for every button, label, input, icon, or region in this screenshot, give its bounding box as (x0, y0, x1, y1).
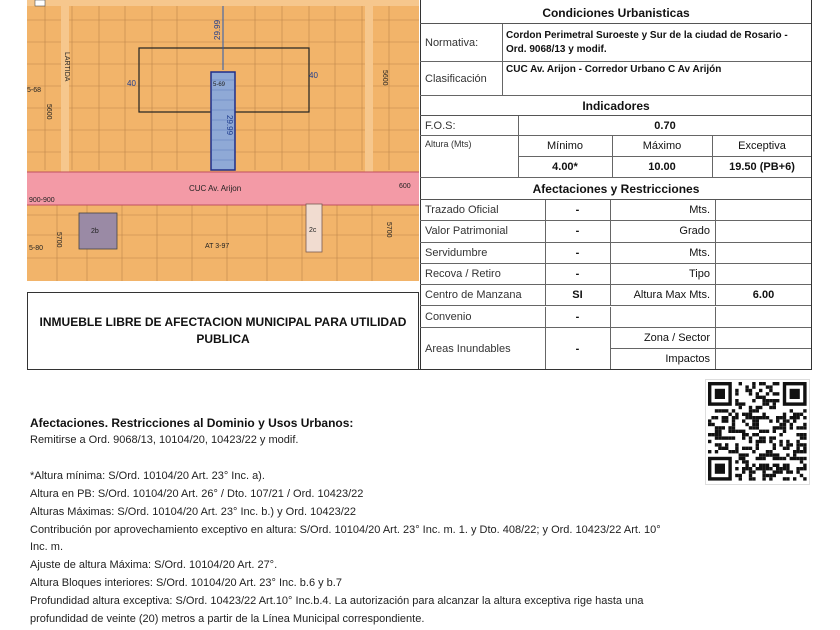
afectacion-unit: Tipo (689, 268, 710, 281)
afectacion-unit (610, 307, 715, 327)
restricciones-heading: Afectaciones. Restricciones al Dominio y Usos Urbanos: (30, 416, 354, 430)
restriccion-line: *Altura mínima: S/Ord. 10104/20 Art. 23° Inc. a). (30, 470, 265, 482)
range-avenue-left-label: 900-900 (29, 197, 55, 204)
afectacion-value: - (575, 246, 580, 259)
range-5700-right-label: 5700 (385, 222, 392, 238)
afectacion-label: Servidumbre (425, 246, 488, 259)
restriccion-line: Ajuste de altura Máxima: S/Ord. 10104/20 Art. 27°. (30, 559, 278, 571)
afectacion-label: Trazado Oficial (425, 204, 499, 217)
minimo-value: 4.00* (552, 161, 578, 173)
afectacion-value: - (575, 268, 580, 281)
fos-value: 0.70 (654, 119, 676, 132)
conditions-panel (420, 0, 812, 370)
afectacion-value: SI (572, 289, 583, 302)
afectacion-row (420, 221, 812, 242)
fos-row (420, 116, 812, 136)
condiciones-title: Condiciones Urbanisticas (420, 6, 812, 24)
afectacion-value: - (575, 204, 580, 217)
inundables-label: Areas Inundables (425, 343, 511, 355)
indicadores-title: Indicadores (420, 96, 812, 116)
measure-vertical-mid-label: 29.99 (225, 115, 234, 136)
restriccion-line: Contribución por aprovechamiento exceptivo en altura: S/Ord. 10104/20 Art. 23° Inc. m. 1. y Dto. 408/22; y Ord. 10423/22 Art. 10° (30, 524, 661, 536)
afectacion-unit: Altura Max Mts. (633, 289, 710, 302)
restriccion-line: Altura Bloques interiores: S/Ord. 10104/20 Art. 23° Inc. b.6 y b.7 (30, 577, 342, 589)
block-2c-label: 2c (309, 227, 317, 234)
afectacion-extra (715, 243, 812, 263)
at-label: AT 3-97 (205, 243, 230, 250)
lot-number-label: 5-69 (213, 82, 226, 88)
range-left-mid-label: 5600 (45, 104, 52, 120)
note-text: INMUEBLE LIBRE DE AFECTACION MUNICIPAL PARA UTILIDAD PUBLICA (39, 315, 407, 346)
afectacion-extra (715, 307, 812, 327)
afectacion-label: Convenio (425, 310, 472, 323)
restriccion-line: Altura en PB: S/Ord. 10104/20 Art. 26° / Dto. 107/21 / Ord. 10423/22 (30, 488, 364, 500)
street-name-label: LARTIDA (63, 52, 70, 82)
block-2b-label: 2b (91, 228, 99, 235)
impactos-label: Impactos (665, 353, 710, 365)
clasificacion-value: CUC Av. Arijon - Corredor Urbano C Av Arijón (506, 64, 722, 75)
altura-row (420, 136, 812, 178)
afectacion-row (420, 200, 812, 221)
clasificacion-row (420, 62, 812, 96)
normativa-value: Cordon Perimetral Suroeste y Sur de la ciudad de Rosario - Ord. 9068/13 y modif. (506, 29, 788, 55)
inundables-row (420, 328, 812, 370)
exceptiva-value: 19.50 (PB+6) (729, 161, 795, 173)
restriccion-line: Profundidad altura exceptiva: S/Ord. 10423/22 Art.10° Inc.b.4. La autorización para alcanzar la altura exceptiva rige hasta una (30, 595, 644, 607)
afectacion-extra: 6.00 (752, 289, 775, 302)
range-avenue-right-label: 600 (399, 183, 411, 190)
zoning-map (27, 0, 419, 281)
restriccion-line: profundidad de veinte (20) metros a partir de la Línea Municipal correspondiente. (30, 613, 425, 625)
street-band (61, 0, 69, 175)
afectacion-value: - (575, 310, 580, 323)
afectaciones-title: Afectaciones y Restricciones (420, 178, 812, 200)
maximo-label: Máximo (642, 140, 682, 152)
range-5700-left-label: 5700 (55, 232, 62, 248)
fos-label: F.O.S: (425, 119, 456, 132)
afectacion-label: Valor Patrimonial (425, 225, 508, 238)
afectacion-unit: Mts. (689, 204, 710, 217)
restriccion-line: Alturas Máximas: S/Ord. 10104/20 Art. 23° Inc. b.) y Ord. 10423/22 (30, 506, 357, 518)
afectacion-extra (715, 200, 812, 220)
inundables-value: - (575, 343, 580, 355)
normativa-label: Normativa: (425, 36, 479, 49)
clasificacion-label: Clasificación (425, 72, 487, 85)
range-580-label: 5-80 (29, 245, 44, 252)
afectacion-row (420, 243, 812, 264)
afectacion-row (420, 307, 812, 328)
range-right-mid-label: 5600 (381, 70, 388, 86)
measure-right-label: 40 (309, 71, 318, 80)
afectacion-row (420, 285, 812, 306)
afectacion-unit: Mts. (689, 246, 710, 259)
restriccion-line: Inc. m. (30, 541, 64, 553)
afectacion-row (420, 264, 812, 285)
normativa-row (420, 24, 812, 62)
measure-left-label: 40 (127, 79, 136, 88)
street-band (365, 0, 373, 175)
zoning-map-svg (27, 0, 419, 281)
afectacion-extra (715, 221, 812, 241)
altura-label: Altura (Mts) (425, 139, 472, 149)
zona-label: Zona / Sector (643, 332, 710, 344)
afectacion-label: Recova / Retiro (425, 268, 501, 281)
afectacion-extra (715, 264, 812, 284)
minimo-label: Mínimo (546, 140, 584, 152)
range-left-top-label: 5-68 (27, 87, 42, 94)
remitirse-line: Remitirse a Ord. 9068/13, 10104/20, 10423/22 y modif. (30, 434, 299, 446)
exceptiva-label: Exceptiva (738, 140, 786, 152)
afectacion-unit: Grado (679, 225, 710, 238)
avenue-label: CUC Av. Arijon (189, 184, 242, 193)
note-box (27, 292, 419, 370)
afectacion-label: Centro de Manzana (425, 289, 522, 302)
afectacion-value: - (575, 225, 580, 238)
measure-vertical-top-label: 29.99 (213, 19, 222, 40)
maximo-value: 10.00 (648, 161, 676, 173)
qr-code-icon (705, 379, 810, 485)
